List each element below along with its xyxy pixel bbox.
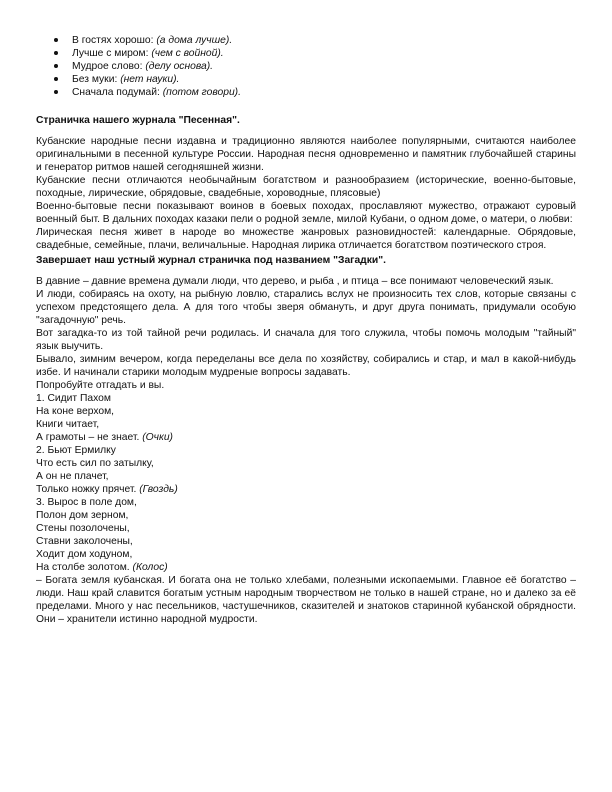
bullet-icon [54, 38, 58, 42]
proverb-answer: (потом говори). [162, 87, 241, 98]
riddle-line [36, 431, 576, 444]
riddle-line: 1. Сидит Пахом [36, 393, 111, 404]
list-item [0, 73, 612, 86]
proverb-list [0, 34, 612, 99]
proverb-text: Без муки: [72, 74, 118, 85]
songs-section [36, 114, 576, 252]
paragraph: В давние – давние времена думали люди, что дерево, и рыба , и птица – все понимают человеческий язык. [36, 276, 554, 287]
proverb-text: Мудрое слово: [72, 61, 143, 72]
riddle-line-text: На столбе золотом. [36, 562, 130, 573]
proverb-text: В гостях хорошо: [72, 35, 154, 46]
bullet-icon [54, 64, 58, 68]
paragraph: Лирическая песня живет в народе во множестве жанровых разновидностей: календарные. Обрядовые, свадебные, семейные, плачи, величальные. Народная лирика отличается богатством поэтического строя. [36, 227, 576, 251]
bullet-icon [54, 90, 58, 94]
riddle-list [36, 392, 576, 626]
proverb-answer: (чем с войной). [151, 48, 224, 59]
proverb-answer: (нет науки). [120, 74, 180, 85]
riddle-line: 3. Вырос в поле дом, [36, 497, 137, 508]
riddle-line: Стены позолочены, [36, 523, 130, 534]
proverb-answer: (а дома лучше). [156, 35, 233, 46]
paragraph: Военно-бытовые песни показывают воинов в боевых походах, прославляют мужество, отражают суровый военный быт. В дальних походах казаки пели о родной земле, милой Кубани, о одном доме, о матери, о любви: [36, 201, 576, 225]
riddle-line: Полон дом зерном, [36, 510, 129, 521]
paragraph: Кубанские песни отличаются необычайным богатством и разнообразием (исторические, военно-бытовые, походные, лирические, обрядовые, свадебные, хороводные, плясовые) [36, 175, 576, 199]
riddle-line: На коне верхом, [36, 406, 115, 417]
riddle-line: Ставни заколочены, [36, 536, 133, 547]
riddle-line: 2. Бьют Ермилку [36, 445, 116, 456]
riddle-line-text: А грамоты – не знает. [36, 432, 140, 443]
riddle-line: Что есть сил по затылку, [36, 458, 154, 469]
closing-paragraph: – Богата земля кубанская. И богата она не только хлебами, полезными ископаемыми. Главное её богатство – люди. Наш край славится богатым устным народным творчеством не только в нашей стране, но и далеко за её пределами. Много у нас песельников, частушечников, сказителей и знатоков старинной кубанской обрядности. Они – хранители истинно народной мудрости. [36, 575, 576, 625]
riddle-answer: (Очки) [142, 432, 173, 443]
list-item [0, 34, 612, 47]
bullet-icon [54, 51, 58, 55]
bullet-icon [54, 77, 58, 81]
riddle-line: Ходит дом ходуном, [36, 549, 133, 560]
paragraph: Кубанские народные песни издавна и традиционно являются наиболее популярными, считаются наиболее оригинальными в песенной культуре России. Народная песня одновременно и памятник глубочайшей старины и генератор ритмов нашей сегодняшней жизни. [36, 136, 576, 173]
proverb-answer: (делу основа). [145, 61, 214, 72]
paragraph: И люди, собираясь на охоту, на рыбную ловлю, старались вслух не произносить тех слов, которые связаны с успехом предстоящего дела. А для того чтобы зверя обмануть, и друг друга понимать, придумали особую "загадочную" речь. [36, 289, 576, 326]
paragraph: Вот загадка-то из той тайной речи родилась. И сначала для того служила, чтобы помочь молодым "тайный" язык выучить. [36, 328, 576, 352]
riddles-section [36, 254, 576, 392]
riddle-line [36, 561, 576, 574]
riddle-line: А он не плачет, [36, 471, 109, 482]
proverb-text: Сначала подумай: [72, 87, 160, 98]
riddle-answer: (Гвоздь) [139, 484, 178, 495]
proverb-text: Лучше с миром: [72, 48, 149, 59]
paragraph: Попробуйте отгадать и вы. [36, 380, 165, 391]
riddle-line-text: Только ножку прячет. [36, 484, 137, 495]
list-item [0, 86, 612, 99]
list-item [0, 47, 612, 60]
riddle-line: Книги читает, [36, 419, 100, 430]
riddle-answer: (Колос) [132, 562, 168, 573]
riddle-line [36, 483, 576, 496]
paragraph: Бывало, зимним вечером, когда переделаны все дела по хозяйству, собирались и стар, и мал в какой-нибудь избе. И начинали старики молодым мудреные вопросы задавать. [36, 354, 576, 378]
list-item [0, 60, 612, 73]
section-heading-songs: Страничка нашего журнала "Песенная". [36, 115, 240, 126]
section-heading-riddles: Завершает наш устный журнал страничка под названием "Загадки". [36, 255, 386, 266]
